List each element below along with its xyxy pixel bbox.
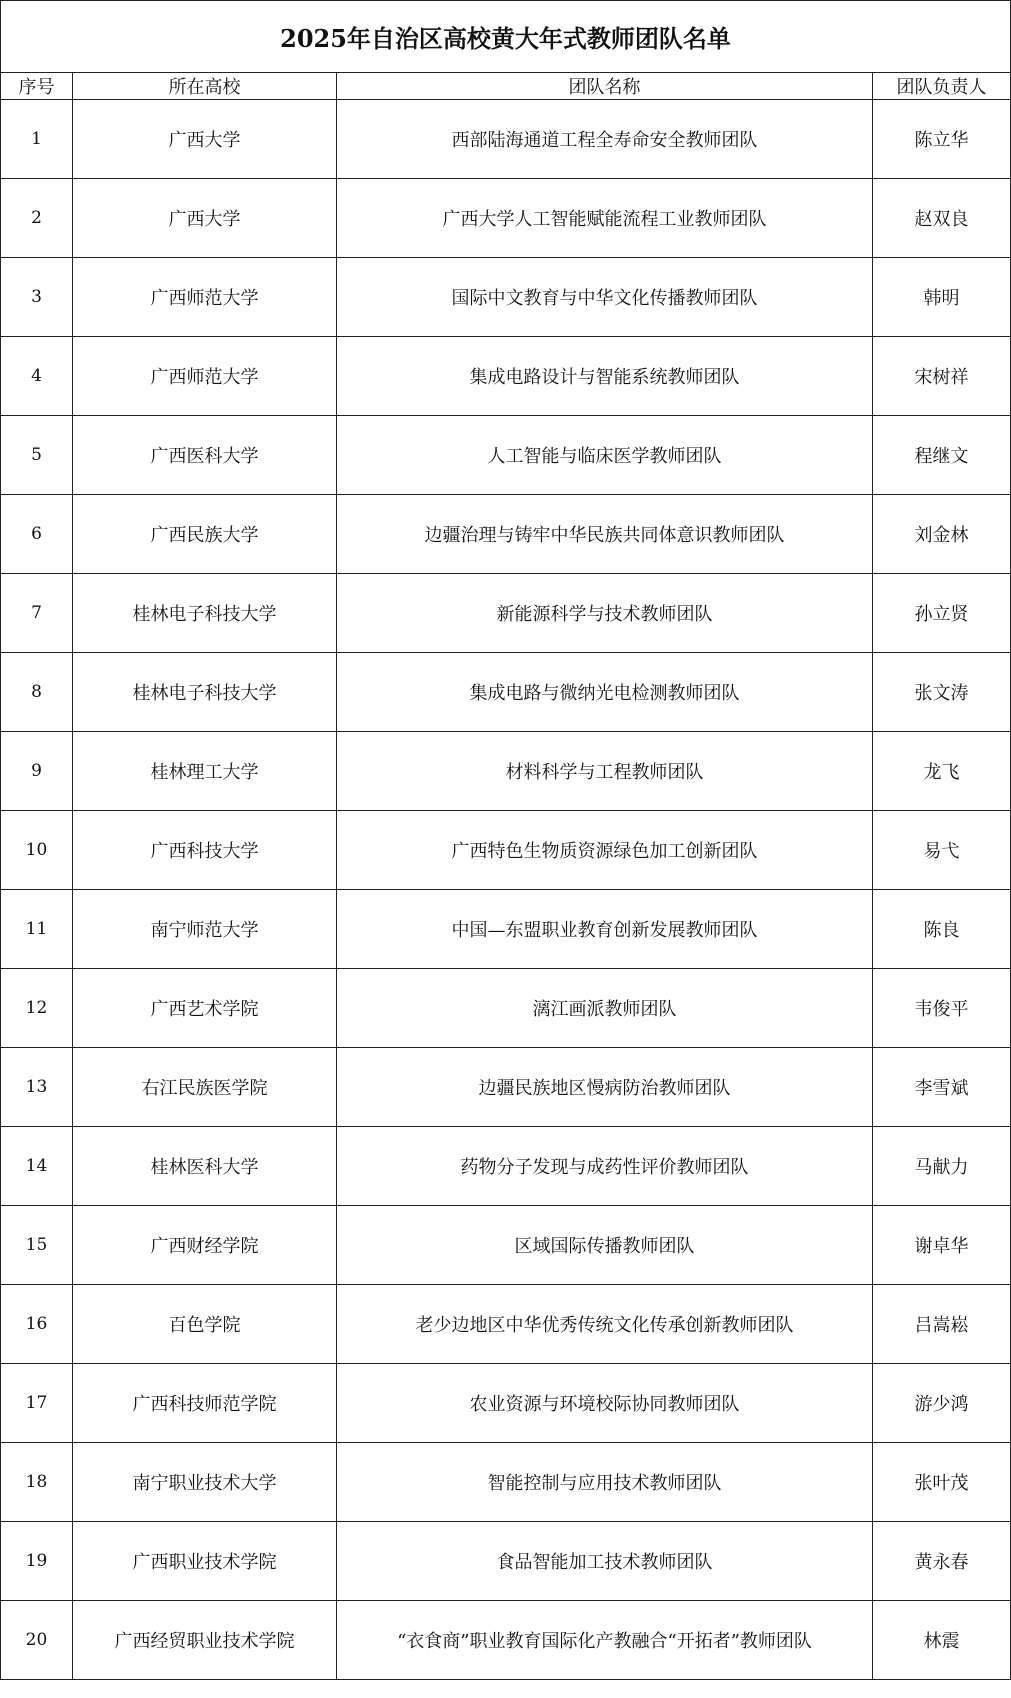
cell-leader: 游少鸿: [873, 1364, 1011, 1443]
cell-leader: 刘金林: [873, 495, 1011, 574]
cell-team-name: 区域国际传播教师团队: [337, 1206, 873, 1285]
cell-leader: 程继文: [873, 416, 1011, 495]
cell-leader: 陈立华: [873, 100, 1011, 179]
cell-leader: 李雪斌: [873, 1048, 1011, 1127]
cell-university: 广西师范大学: [73, 337, 337, 416]
table-row: [1, 337, 1011, 416]
cell-university: 广西财经学院: [73, 1206, 337, 1285]
cell-team-name: 广西大学人工智能赋能流程工业教师团队: [337, 179, 873, 258]
cell-university: 广西艺术学院: [73, 969, 337, 1048]
cell-leader: 林震: [873, 1601, 1011, 1680]
cell-leader: 赵双良: [873, 179, 1011, 258]
cell-team-name: 西部陆海通道工程全寿命安全教师团队: [337, 100, 873, 179]
cell-index: 11: [1, 890, 73, 969]
cell-team-name: 集成电路与微纳光电检测教师团队: [337, 653, 873, 732]
table-title: 2025年自治区高校黄大年式教师团队名单: [1, 1, 1011, 73]
cell-index: 6: [1, 495, 73, 574]
cell-team-name: 人工智能与临床医学教师团队: [337, 416, 873, 495]
cell-team-name: 食品智能加工技术教师团队: [337, 1522, 873, 1601]
cell-index: 13: [1, 1048, 73, 1127]
table-row: [1, 1206, 1011, 1285]
cell-team-name: 国际中文教育与中华文化传播教师团队: [337, 258, 873, 337]
cell-index: 2: [1, 179, 73, 258]
table-row: [1, 416, 1011, 495]
cell-leader: 易弋: [873, 811, 1011, 890]
cell-leader: 龙飞: [873, 732, 1011, 811]
cell-index: 8: [1, 653, 73, 732]
cell-university: 广西医科大学: [73, 416, 337, 495]
cell-team-name: 集成电路设计与智能系统教师团队: [337, 337, 873, 416]
column-header-university: 所在高校: [73, 73, 337, 100]
cell-team-name: 老少边地区中华优秀传统文化传承创新教师团队: [337, 1285, 873, 1364]
cell-index: 15: [1, 1206, 73, 1285]
cell-team-name: 广西特色生物质资源绿色加工创新团队: [337, 811, 873, 890]
cell-university: 广西职业技术学院: [73, 1522, 337, 1601]
cell-university: 广西大学: [73, 100, 337, 179]
cell-team-name: 智能控制与应用技术教师团队: [337, 1443, 873, 1522]
cell-leader: 马献力: [873, 1127, 1011, 1206]
table-row: [1, 653, 1011, 732]
cell-leader: 张文涛: [873, 653, 1011, 732]
table-row: [1, 1443, 1011, 1522]
table-row: [1, 890, 1011, 969]
cell-index: 20: [1, 1601, 73, 1680]
cell-index: 14: [1, 1127, 73, 1206]
cell-index: 5: [1, 416, 73, 495]
cell-index: 1: [1, 100, 73, 179]
cell-index: 17: [1, 1364, 73, 1443]
table-row: [1, 1522, 1011, 1601]
column-header-leader: 团队负责人: [873, 73, 1011, 100]
cell-university: 广西经贸职业技术学院: [73, 1601, 337, 1680]
table-row: [1, 1364, 1011, 1443]
cell-leader: 陈良: [873, 890, 1011, 969]
table-row: [1, 1048, 1011, 1127]
cell-university: 桂林理工大学: [73, 732, 337, 811]
cell-index: 3: [1, 258, 73, 337]
cell-team-name: 边疆治理与铸牢中华民族共同体意识教师团队: [337, 495, 873, 574]
cell-university: 广西科技师范学院: [73, 1364, 337, 1443]
cell-leader: 吕嵩崧: [873, 1285, 1011, 1364]
cell-leader: 韦俊平: [873, 969, 1011, 1048]
cell-index: 9: [1, 732, 73, 811]
cell-university: 右江民族医学院: [73, 1048, 337, 1127]
cell-team-name: “衣食商”职业教育国际化产教融合“开拓者”教师团队: [337, 1601, 873, 1680]
table-row: [1, 732, 1011, 811]
cell-leader: 宋树祥: [873, 337, 1011, 416]
cell-university: 桂林电子科技大学: [73, 653, 337, 732]
cell-team-name: 漓江画派教师团队: [337, 969, 873, 1048]
cell-index: 4: [1, 337, 73, 416]
cell-university: 百色学院: [73, 1285, 337, 1364]
table-row: [1, 258, 1011, 337]
cell-team-name: 农业资源与环境校际协同教师团队: [337, 1364, 873, 1443]
cell-university: 广西大学: [73, 179, 337, 258]
cell-leader: 张叶茂: [873, 1443, 1011, 1522]
cell-index: 10: [1, 811, 73, 890]
cell-university: 桂林电子科技大学: [73, 574, 337, 653]
cell-index: 12: [1, 969, 73, 1048]
cell-leader: 孙立贤: [873, 574, 1011, 653]
table-row: [1, 179, 1011, 258]
table-row: [1, 1285, 1011, 1364]
table-row: [1, 100, 1011, 179]
cell-university: 广西师范大学: [73, 258, 337, 337]
table-row: [1, 574, 1011, 653]
cell-team-name: 药物分子发现与成药性评价教师团队: [337, 1127, 873, 1206]
table-row: [1, 811, 1011, 890]
column-header-team-name: 团队名称: [337, 73, 873, 100]
cell-university: 广西科技大学: [73, 811, 337, 890]
cell-university: 广西民族大学: [73, 495, 337, 574]
cell-index: 7: [1, 574, 73, 653]
cell-leader: 谢卓华: [873, 1206, 1011, 1285]
table-row: [1, 969, 1011, 1048]
table-row: [1, 1601, 1011, 1680]
cell-university: 南宁职业技术大学: [73, 1443, 337, 1522]
header-row: [1, 73, 1011, 100]
cell-leader: 韩明: [873, 258, 1011, 337]
cell-university: 桂林医科大学: [73, 1127, 337, 1206]
table-row: [1, 495, 1011, 574]
table-row: [1, 1127, 1011, 1206]
cell-index: 18: [1, 1443, 73, 1522]
cell-leader: 黄永春: [873, 1522, 1011, 1601]
cell-team-name: 材料科学与工程教师团队: [337, 732, 873, 811]
cell-team-name: 边疆民族地区慢病防治教师团队: [337, 1048, 873, 1127]
cell-team-name: 新能源科学与技术教师团队: [337, 574, 873, 653]
cell-index: 16: [1, 1285, 73, 1364]
cell-index: 19: [1, 1522, 73, 1601]
column-header-index: 序号: [1, 73, 73, 100]
cell-team-name: 中国—东盟职业教育创新发展教师团队: [337, 890, 873, 969]
cell-university: 南宁师范大学: [73, 890, 337, 969]
